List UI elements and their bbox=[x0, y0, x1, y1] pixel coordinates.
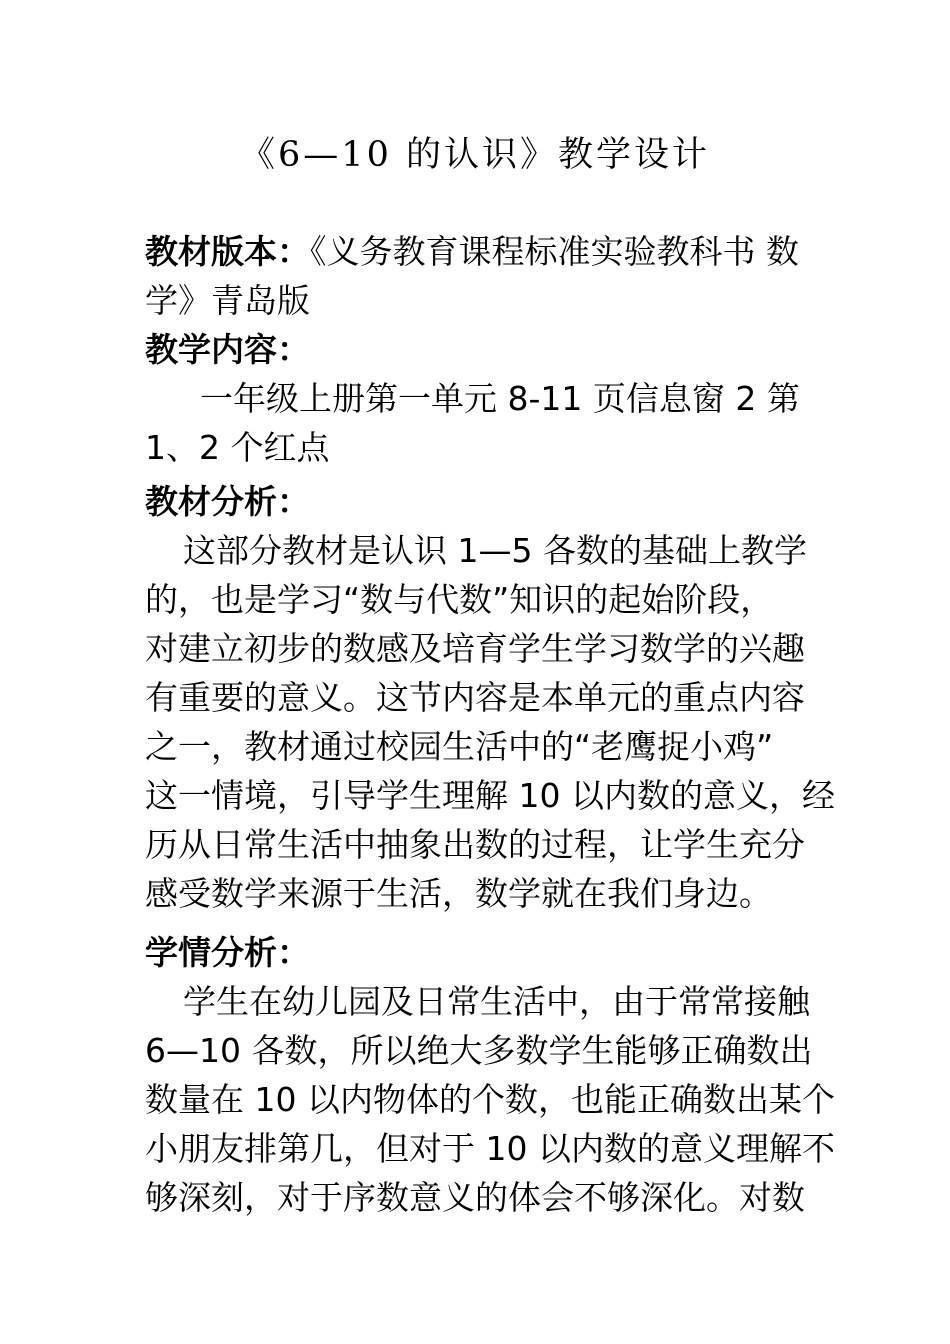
paragraph-line: 学生在幼儿园及日常生活中，由于常常接触 bbox=[183, 982, 810, 1021]
paragraph-line: 这一情境，引导学生理解 10 以内数的意义，经 bbox=[145, 776, 835, 815]
textbook-version-section bbox=[145, 227, 810, 325]
teaching-content-text-cont: 1、2 个红点 bbox=[145, 428, 330, 467]
paragraph-line: 6—10 各数，所以绝大多数学生能够正确数出 bbox=[145, 1031, 813, 1070]
paragraph-line: 的，也是学习“数与代数”知识的起始阶段， bbox=[145, 580, 774, 619]
textbook-version-text: 《义务教育课程标准实验教科书 数 bbox=[310, 232, 799, 271]
learner-analysis-heading: 学情分析： bbox=[145, 933, 310, 972]
paragraph-line: 够深刻，对于序数意义的体会不够深化。对数 bbox=[145, 1178, 805, 1217]
material-analysis-section bbox=[145, 477, 835, 918]
teaching-content-text: 一年级上册第一单元 8-11 页信息窗 2 第 bbox=[200, 379, 800, 418]
paragraph-line: 数量在 10 以内物体的个数，也能正确数出某个 bbox=[145, 1080, 835, 1119]
paragraph-line: 历从日常生活中抽象出数的过程，让学生充分 bbox=[145, 825, 805, 864]
paragraph-line: 有重要的意义。这节内容是本单元的重点内容 bbox=[145, 678, 805, 717]
paragraph-line: 对建立初步的数感及培育学生学习数学的兴趣 bbox=[145, 629, 805, 668]
paragraph-line: 这部分教材是认识 1—5 各数的基础上教学 bbox=[183, 531, 807, 570]
learner-analysis-section bbox=[145, 928, 835, 1222]
paragraph-line: 小朋友排第几，但对于 10 以内数的意义理解不 bbox=[145, 1129, 835, 1168]
textbook-version-heading: 教材版本： bbox=[145, 232, 310, 271]
teaching-content-section bbox=[145, 325, 810, 472]
textbook-version-text-cont: 学》青岛版 bbox=[145, 281, 310, 320]
paragraph-line: 感受数学来源于生活，数学就在我们身边。 bbox=[145, 874, 772, 913]
document-title: 《6—10 的认识》教学设计 bbox=[240, 135, 710, 175]
teaching-content-heading: 教学内容： bbox=[145, 330, 310, 369]
paragraph-line: 之一，教材通过校园生活中的“老鹰捉小鸡” bbox=[145, 727, 774, 766]
material-analysis-heading: 教材分析： bbox=[145, 482, 310, 521]
